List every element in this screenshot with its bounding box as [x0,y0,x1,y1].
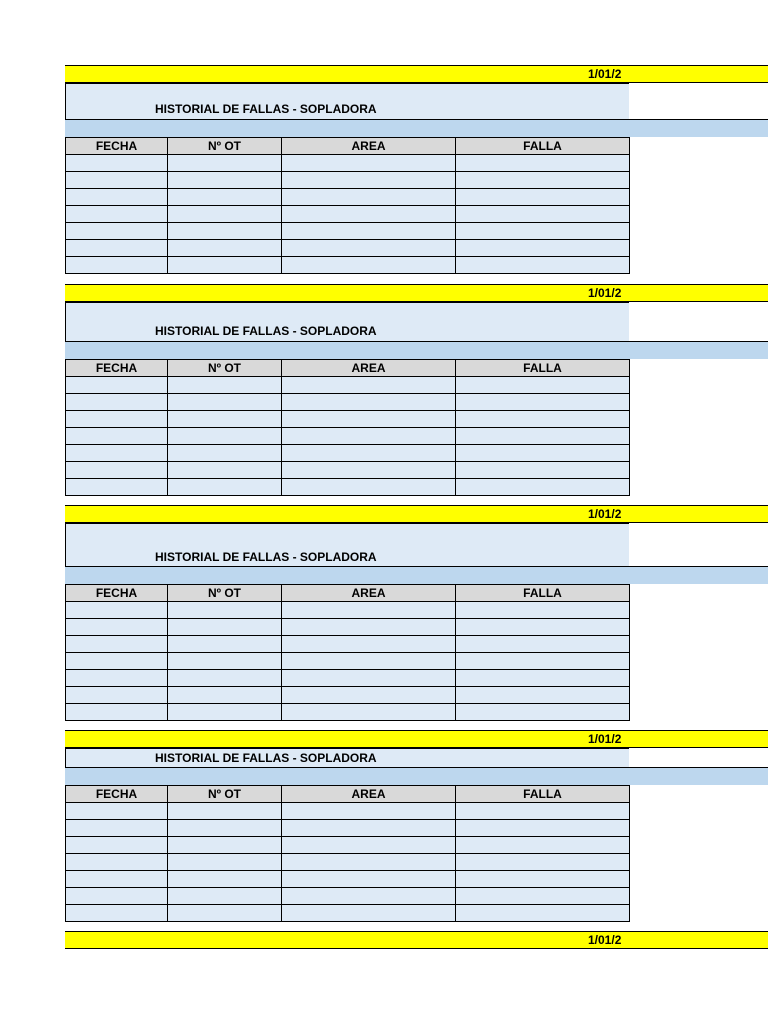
table-cell[interactable] [66,803,168,820]
table-row [66,377,630,394]
table-cell[interactable] [282,479,456,496]
col-header-falla: FALLA [456,786,630,803]
table-cell[interactable] [66,653,168,670]
table-row [66,155,630,172]
table-cell[interactable] [456,462,630,479]
table-cell[interactable] [456,377,630,394]
table-cell[interactable] [456,854,630,871]
table-cell[interactable] [66,377,168,394]
blue-band [65,119,768,137]
table-cell[interactable] [456,653,630,670]
blue-band [65,341,768,359]
table-row [66,854,630,871]
table-row [66,172,630,189]
table-row [66,820,630,837]
table-body [66,377,630,496]
table-cell[interactable] [168,602,282,619]
table-cell[interactable] [456,479,630,496]
col-header-fecha: FECHA [66,360,168,377]
sheet-title: HISTORIAL DE FALLAS - SOPLADORA [155,751,377,765]
table-cell[interactable] [282,428,456,445]
table-cell[interactable] [168,653,282,670]
table-cell[interactable] [282,905,456,922]
table-row [66,189,630,206]
table-cell[interactable] [282,636,456,653]
table-cell[interactable] [456,602,630,619]
date-bar [65,284,768,302]
table-cell[interactable] [456,820,630,837]
table-row [66,670,630,687]
table-cell[interactable] [282,619,456,636]
table-cell[interactable] [456,189,630,206]
header-row [66,138,630,155]
table-cell[interactable] [456,619,630,636]
table-cell[interactable] [168,837,282,854]
table-cell[interactable] [456,172,630,189]
table-cell[interactable] [168,189,282,206]
date-cell: 1/01/2 [588,67,622,81]
table-row [66,704,630,721]
table-row [66,479,630,496]
title-box [65,748,629,768]
table-cell[interactable] [66,445,168,462]
table-cell[interactable] [168,888,282,905]
table-row [66,653,630,670]
table-cell[interactable] [456,223,630,240]
table-cell[interactable] [66,206,168,223]
table-row [66,223,630,240]
table-row [66,837,630,854]
table-cell[interactable] [456,428,630,445]
table-cell[interactable] [456,871,630,888]
table-row [66,687,630,704]
table-cell[interactable] [282,670,456,687]
table-cell[interactable] [66,257,168,274]
table-cell[interactable] [66,479,168,496]
table-cell[interactable] [168,377,282,394]
table-cell[interactable] [456,837,630,854]
title-box [65,302,629,342]
table-cell[interactable] [168,636,282,653]
table-cell[interactable] [456,670,630,687]
table-cell[interactable] [66,619,168,636]
table-cell[interactable] [456,888,630,905]
table-cell[interactable] [282,803,456,820]
table-cell[interactable] [456,704,630,721]
table-cell[interactable] [282,687,456,704]
table-cell[interactable] [282,155,456,172]
table-row [66,871,630,888]
table-cell[interactable] [456,155,630,172]
table-cell[interactable] [456,905,630,922]
fault-table [65,584,630,721]
table-row [66,636,630,653]
table-cell[interactable] [66,394,168,411]
table-cell[interactable] [282,820,456,837]
table-cell[interactable] [456,411,630,428]
fault-table [65,359,630,496]
sheet-title: HISTORIAL DE FALLAS - SOPLADORA [155,324,377,338]
table-cell[interactable] [168,854,282,871]
table-cell[interactable] [66,670,168,687]
table-cell[interactable] [66,240,168,257]
table-cell[interactable] [168,687,282,704]
table-cell[interactable] [282,704,456,721]
table-cell[interactable] [282,653,456,670]
col-header-falla: FALLA [456,360,630,377]
table-cell[interactable] [66,602,168,619]
table-cell[interactable] [456,803,630,820]
title-box [65,523,629,567]
table-row [66,888,630,905]
table-cell[interactable] [66,820,168,837]
table-row [66,428,630,445]
table-cell[interactable] [66,223,168,240]
table-cell[interactable] [282,445,456,462]
table-row [66,411,630,428]
table-cell[interactable] [168,394,282,411]
table-cell[interactable] [66,837,168,854]
table-cell[interactable] [282,223,456,240]
table-cell[interactable] [66,172,168,189]
table-cell[interactable] [456,445,630,462]
table-row [66,394,630,411]
table-cell[interactable] [282,888,456,905]
table-row [66,619,630,636]
table-cell[interactable] [456,687,630,704]
blue-band [65,767,768,785]
table-cell[interactable] [66,871,168,888]
col-header-fecha: FECHA [66,138,168,155]
date-bar [65,505,768,523]
table-cell[interactable] [168,223,282,240]
table-cell[interactable] [168,462,282,479]
table-cell[interactable] [282,602,456,619]
table-cell[interactable] [282,257,456,274]
table-cell[interactable] [282,854,456,871]
table-row [66,257,630,274]
table-cell[interactable] [282,411,456,428]
table-cell[interactable] [282,240,456,257]
header-row [66,585,630,602]
table-cell[interactable] [168,871,282,888]
table-cell[interactable] [282,377,456,394]
table-cell[interactable] [66,428,168,445]
table-cell[interactable] [456,257,630,274]
table-cell[interactable] [168,206,282,223]
title-box [65,83,629,120]
table-cell[interactable] [168,240,282,257]
table-cell[interactable] [168,411,282,428]
table-row [66,462,630,479]
table-cell[interactable] [456,636,630,653]
table-cell[interactable] [282,837,456,854]
header-row [66,786,630,803]
table-cell[interactable] [66,189,168,206]
table-body [66,155,630,274]
fault-table [65,137,630,274]
date-bar [65,931,768,949]
table-cell[interactable] [168,670,282,687]
table-cell[interactable] [66,411,168,428]
blue-band [65,566,768,584]
fault-table [65,785,630,922]
table-cell[interactable] [456,240,630,257]
table-cell[interactable] [168,445,282,462]
col-header-area: AREA [282,360,456,377]
sheet-title: HISTORIAL DE FALLAS - SOPLADORA [155,102,377,116]
table-cell[interactable] [66,905,168,922]
table-cell[interactable] [66,888,168,905]
table-row [66,240,630,257]
table-cell[interactable] [168,257,282,274]
table-cell[interactable] [168,172,282,189]
col-header-fecha: FECHA [66,585,168,602]
col-header-ot: Nº OT [168,585,282,602]
table-cell[interactable] [66,687,168,704]
table-body [66,602,630,721]
table-body [66,803,630,922]
date-bar [65,65,768,83]
table-row [66,803,630,820]
col-header-ot: Nº OT [168,786,282,803]
table-cell[interactable] [456,206,630,223]
col-header-ot: Nº OT [168,360,282,377]
date-bar [65,730,768,748]
col-header-falla: FALLA [456,138,630,155]
date-cell: 1/01/2 [588,286,622,300]
table-row [66,445,630,462]
table-cell[interactable] [282,394,456,411]
table-cell[interactable] [168,479,282,496]
table-cell[interactable] [168,820,282,837]
col-header-area: AREA [282,585,456,602]
table-cell[interactable] [66,636,168,653]
table-cell[interactable] [168,704,282,721]
header-row [66,360,630,377]
table-cell[interactable] [282,462,456,479]
col-header-ot: Nº OT [168,138,282,155]
table-cell[interactable] [282,206,456,223]
sheet-title: HISTORIAL DE FALLAS - SOPLADORA [155,550,377,564]
col-header-fecha: FECHA [66,786,168,803]
date-cell: 1/01/2 [588,732,622,746]
table-cell[interactable] [168,905,282,922]
table-cell[interactable] [66,462,168,479]
table-cell[interactable] [456,394,630,411]
table-row [66,206,630,223]
table-cell[interactable] [66,155,168,172]
table-cell[interactable] [66,704,168,721]
col-header-area: AREA [282,138,456,155]
table-cell[interactable] [66,854,168,871]
col-header-area: AREA [282,786,456,803]
table-cell[interactable] [168,155,282,172]
col-header-falla: FALLA [456,585,630,602]
table-row [66,905,630,922]
table-cell[interactable] [282,189,456,206]
date-cell: 1/01/2 [588,933,622,947]
table-cell[interactable] [168,619,282,636]
table-row [66,602,630,619]
table-cell[interactable] [282,871,456,888]
table-cell[interactable] [168,803,282,820]
table-cell[interactable] [282,172,456,189]
date-cell: 1/01/2 [588,507,622,521]
table-cell[interactable] [168,428,282,445]
